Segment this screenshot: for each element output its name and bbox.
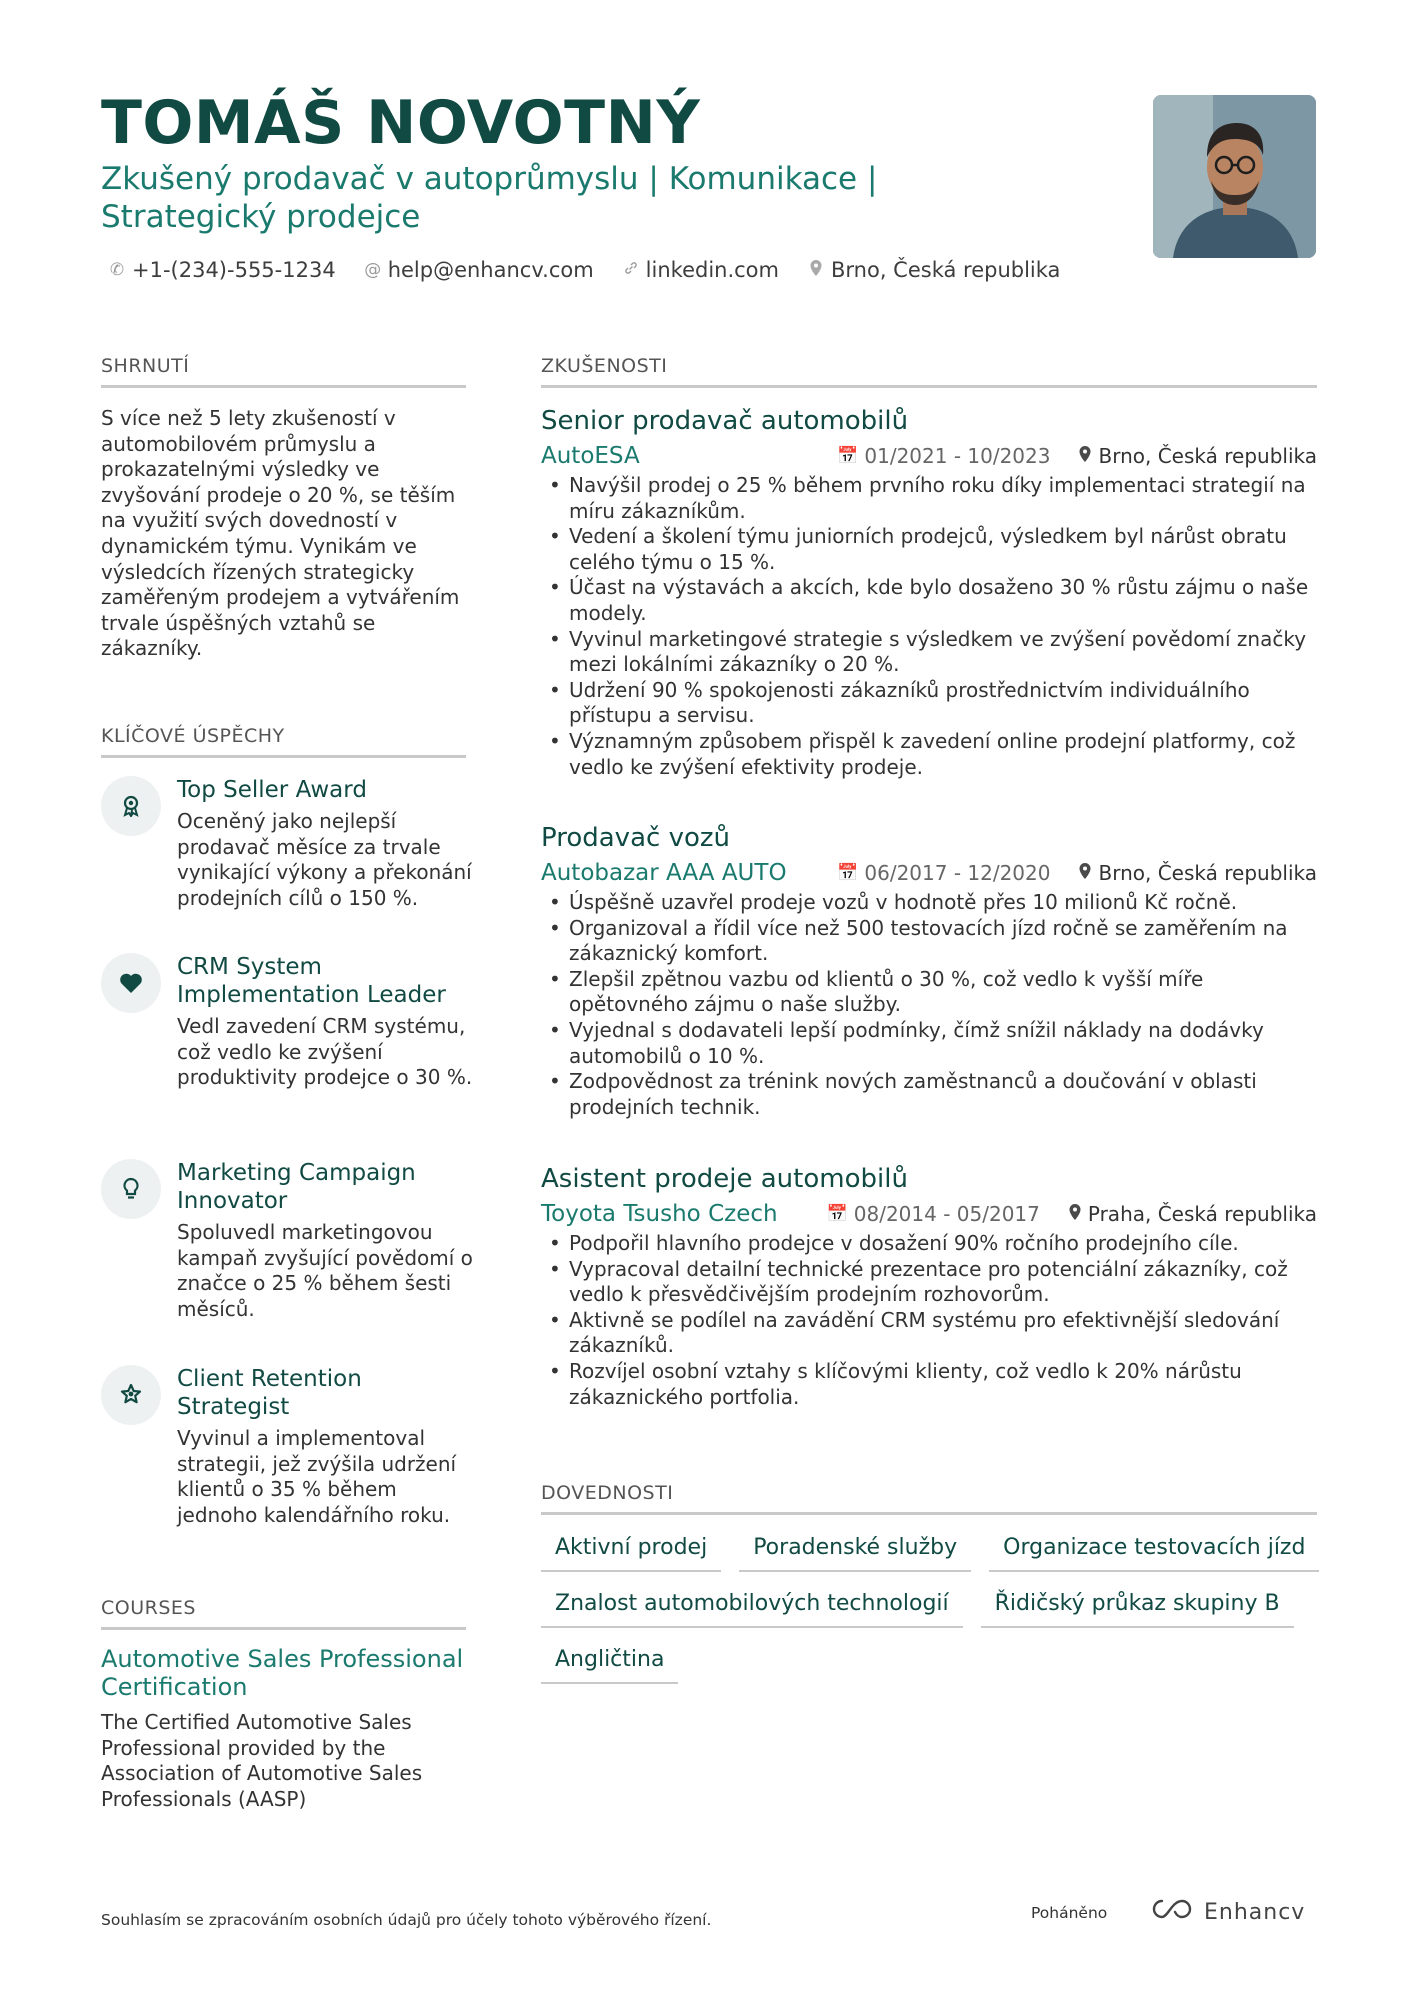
skill-tag: Organizace testovacích jízd xyxy=(989,1534,1319,1572)
job-entry xyxy=(541,405,1317,780)
job-meta xyxy=(541,858,1317,888)
job-company: Toyota Tsusho Czech xyxy=(541,1201,778,1227)
achievement-title: Client Retention Strategist xyxy=(177,1366,362,1420)
job-bullet: • Vyvinul marketingové strategie s výsledkem ve zvýšení povědomí značky mezi lokálními zákazníky o 20 %. xyxy=(541,627,1317,678)
skill-tag: Angličtina xyxy=(541,1646,678,1684)
summary-heading: SHRNUTÍ xyxy=(101,355,466,388)
job-dates-text: 06/2017 - 12/2020 xyxy=(864,861,1051,885)
achievement-title: Top Seller Award xyxy=(177,777,367,803)
achievement-title: CRM System Implementation Leader xyxy=(177,954,446,1008)
contact-location xyxy=(807,258,1060,282)
location-text: Brno, Česká republika xyxy=(830,258,1061,282)
job-location xyxy=(1078,861,1317,885)
location-pin-icon xyxy=(807,259,825,282)
brand-name: Enhancv xyxy=(1204,1899,1306,1925)
job-bullet: • Udržení 90 % spokojenosti zákazníků prostřednictvím individuálního přístupu a servisu. xyxy=(541,678,1317,729)
job-dates xyxy=(827,1202,1040,1226)
profile-photo xyxy=(1153,95,1316,258)
headline: Zkušený prodavač v autoprůmyslu | Komunikace | Strategický prodejce xyxy=(101,161,878,235)
job-bullet: • Zlepšil zpětnou vazbu od klientů o 30 %, což vedlo k vyšší míře opětovného zájmu o naše služby. xyxy=(541,967,1317,1018)
job-bullet: • Aktivně se podílel na zavádění CRM systému pro efektivnější sledování zákazníků. xyxy=(541,1308,1317,1359)
job-title: Asistent prodeje automobilů xyxy=(541,1164,908,1194)
contact-email[interactable] xyxy=(364,258,594,282)
star-hand-icon xyxy=(101,1365,161,1425)
job-bullet: • Zodpovědnost za trénink nových zaměstnanců a doučování v oblasti prodejních technik. xyxy=(541,1069,1317,1120)
job-entry xyxy=(541,822,1317,1120)
achievements-heading: KLÍČOVÉ ÚSPĚCHY xyxy=(101,725,466,758)
job-dates xyxy=(837,444,1050,468)
candidate-name: TOMÁŠ NOVOTNÝ xyxy=(101,88,701,158)
job-title: Prodavač vozů xyxy=(541,823,730,853)
job-location xyxy=(1068,1202,1317,1226)
calendar-icon: 📅 xyxy=(826,1204,848,1224)
contact-linkedin[interactable] xyxy=(622,258,779,282)
job-bullet: • Úspěšně uzavřel prodeje vozů v hodnotě přes 10 milionů Kč ročně. xyxy=(541,890,1317,916)
skill-tag: Řidičský průkaz skupiny B xyxy=(981,1590,1294,1628)
job-bullet: • Podpořil hlavního prodejce v dosažení 90% ročního prodejního cíle. xyxy=(541,1231,1317,1257)
at-icon: @ xyxy=(364,260,382,280)
linkedin-text: linkedin.com xyxy=(645,258,779,282)
course-desc: The Certified Automotive Sales Professional provided by the Association of Automotive Sales Professionals (AASP) xyxy=(101,1710,423,1811)
location-pin-icon xyxy=(1068,1203,1082,1226)
skill-tag: Znalost automobilových technologií xyxy=(541,1590,963,1628)
skill-tag: Poradenské služby xyxy=(739,1534,971,1572)
job-meta xyxy=(541,441,1317,471)
job-bullet: • Navýšil prodej o 25 % během prvního roku díky implementaci strategií na míru zákazníkům. xyxy=(541,473,1317,524)
job-company: AutoESA xyxy=(541,443,640,469)
link-icon xyxy=(622,260,640,281)
job-bullet: • Vyjednal s dodavateli lepší podmínky, čímž snížil náklady na dodávky automobilů o 10 %. xyxy=(541,1018,1317,1069)
infinity-logo-icon xyxy=(1150,1897,1196,1927)
job-dates-text: 01/2021 - 10/2023 xyxy=(864,444,1051,468)
location-pin-icon xyxy=(1078,445,1092,468)
phone-icon: ✆ xyxy=(109,260,125,280)
job-location-text: Brno, Česká republika xyxy=(1098,861,1317,885)
email-text: help@enhancv.com xyxy=(387,258,594,282)
job-location xyxy=(1078,444,1317,468)
consent-note: Souhlasím se zpracováním osobních údajů pro účely tohoto výběrového řízení. xyxy=(101,1911,712,1929)
job-bullet: • Rozvíjel osobní vztahy s klíčovými klienty, což vedlo k 20% nárůstu zákaznického portfolia. xyxy=(541,1359,1317,1410)
phone-text: +1-(234)-555-1234 xyxy=(132,258,336,282)
powered-by-label: Poháněno xyxy=(1031,1904,1108,1922)
skills-heading: DOVEDNOSTI xyxy=(541,1482,1317,1515)
job-location-text: Praha, Česká republika xyxy=(1087,1202,1317,1226)
achievement-desc: Vedl zavedení CRM systému, což vedlo ke zvýšení produktivity prodejce o 30 %. xyxy=(177,1014,473,1090)
course-title: Automotive Sales Professional Certification xyxy=(101,1645,464,1701)
job-bullet: • Významným způsobem přispěl k zavedení online prodejní platformy, což vedlo ke zvýšení efektivity prodeje. xyxy=(541,729,1317,780)
award-ribbon-icon xyxy=(101,776,161,836)
job-dates xyxy=(837,861,1050,885)
job-bullet: • Organizoval a řídil více než 500 testovacích jízd ročně se zaměřením na zákaznický komfort. xyxy=(541,916,1317,967)
job-bullets xyxy=(541,473,1317,780)
job-bullets xyxy=(541,1231,1317,1410)
job-bullets xyxy=(541,890,1317,1120)
experience-heading: ZKUŠENOSTI xyxy=(541,355,1317,388)
summary-text: S více než 5 lety zkušeností v automobilovém průmyslu a prokazatelnými výsledky ve zvyšování prodeje o 20 %, se těším na využití svých dovedností v dynamickém týmu. Vynikám ve výsledcích řízených strategicky zaměřeným prodejem a vytvářením trvale úspěšných vztahů se zákazníky. xyxy=(101,406,460,661)
heart-icon xyxy=(101,953,161,1013)
job-bullet: • Vypracoval detailní technické prezentace pro potenciální zákazníky, což vedlo k přesvědčivějším prodejním rozhovorům. xyxy=(541,1257,1317,1308)
job-bullet: • Vedení a školení týmu juniorních prodejců, výsledkem byl nárůst obratu celého týmu o 15 %. xyxy=(541,524,1317,575)
contact-phone[interactable] xyxy=(108,258,336,282)
enhancv-logo[interactable] xyxy=(1150,1897,1305,1927)
calendar-icon: 📅 xyxy=(837,446,859,466)
job-location-text: Brno, Česká republika xyxy=(1098,444,1317,468)
calendar-icon: 📅 xyxy=(837,863,859,883)
job-entry xyxy=(541,1163,1317,1410)
contact-bar xyxy=(108,258,1060,282)
job-bullet: • Účast na výstavách a akcích, kde bylo dosaženo 30 % růstu zájmu o naše modely. xyxy=(541,575,1317,626)
achievement-desc: Spoluvedl marketingovou kampaň zvyšující povědomí o značce o 25 % během šesti měsíců. xyxy=(177,1220,473,1321)
skill-tag: Aktivní prodej xyxy=(541,1534,721,1572)
job-meta xyxy=(541,1199,1317,1229)
courses-heading: COURSES xyxy=(101,1597,466,1630)
job-company: Autobazar AAA AUTO xyxy=(541,860,787,886)
location-pin-icon xyxy=(1078,862,1092,885)
job-title: Senior prodavač automobilů xyxy=(541,406,909,436)
achievement-desc: Vyvinul a implementoval strategii, jež zvýšila udržení klientů o 35 % během jednoho kalendářního roku. xyxy=(177,1426,457,1527)
skills-list xyxy=(541,1534,1321,1684)
achievement-title: Marketing Campaign Innovator xyxy=(177,1160,416,1214)
achievement-desc: Oceněný jako nejlepší prodavač měsíce za trvale vynikající výkony a překonání prodejních cílů o 150 %. xyxy=(177,809,472,910)
job-dates-text: 08/2014 - 05/2017 xyxy=(853,1202,1040,1226)
lightbulb-icon xyxy=(101,1159,161,1219)
